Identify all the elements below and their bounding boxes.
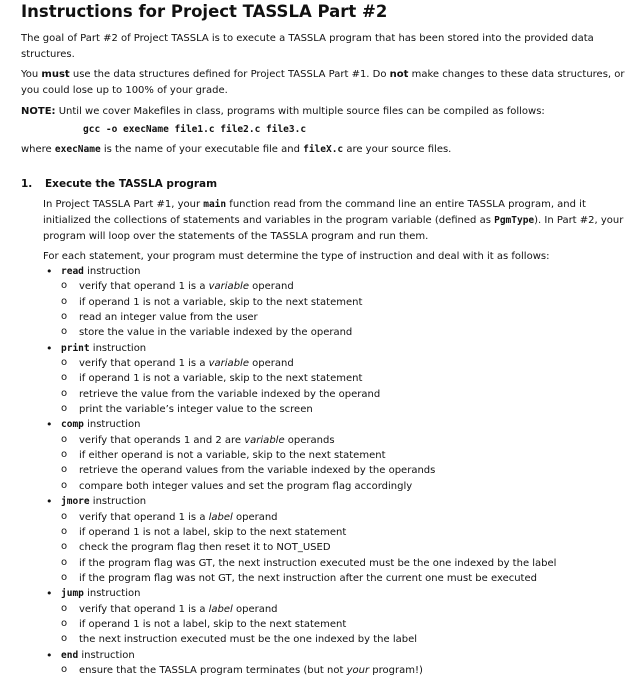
instruction-name: read [61, 266, 84, 277]
instruction-word: instruction [81, 649, 135, 661]
section-title: Execute the TASSLA program [45, 178, 218, 190]
emphasis-not: not [389, 69, 409, 80]
step-text: check the program flag then reset it to NOT_USED [79, 542, 331, 554]
step-emphasis: label [208, 511, 233, 523]
step-emphasis: your [346, 664, 370, 676]
instruction-step [43, 356, 633, 371]
intro-paragraph-must [21, 67, 627, 99]
code-filex: fileX.c [303, 144, 344, 155]
instruction-step [43, 279, 633, 294]
step-emphasis: variable [208, 281, 249, 293]
step-emphasis: variable [208, 358, 249, 370]
instruction-step [43, 540, 633, 555]
text-run: is the name of your executable file and [100, 144, 304, 155]
instruction-word: instruction [92, 496, 147, 508]
step-emphasis: variable [244, 434, 285, 446]
text-run: In Project TASSLA Part #1, your [43, 199, 204, 210]
step-text: if the program flag was not GT, the next instruction after the current one must be executed [79, 572, 537, 584]
step-text: if either operand is not a variable, skip to the next statement [79, 450, 386, 462]
step-text-tail: operand [232, 511, 278, 523]
instruction-item-print [43, 341, 633, 356]
instruction-step [43, 463, 633, 478]
instruction-name: jmore [61, 496, 90, 508]
instruction-step [43, 510, 633, 525]
step-text: if operand 1 is not a label, skip to the next statement [79, 618, 347, 630]
page-title: Instructions for Project TASSLA Part #2 [21, 2, 388, 21]
instruction-step [43, 433, 633, 448]
instruction-word: instruction [92, 342, 147, 354]
step-text-tail: operand [248, 358, 294, 370]
instruction-step [43, 571, 633, 586]
note-text: Until we cover Makefiles in class, programs with multiple source files can be compiled as follows: [55, 106, 545, 117]
instruction-step [43, 310, 633, 325]
intro-paragraph-goal [21, 31, 627, 63]
step-text: if operand 1 is not a variable, skip to the next statement [79, 373, 363, 385]
instruction-step [43, 479, 633, 494]
step-text: ensure that the TASSLA program terminates (but not [79, 664, 347, 676]
step-text: compare both integer values and set the program flag accordingly [79, 480, 413, 492]
note-paragraph [21, 104, 627, 120]
section-number: 1. [21, 178, 33, 190]
step-emphasis: label [208, 603, 233, 615]
text-run: where [21, 144, 55, 155]
instruction-word: instruction [87, 588, 141, 600]
step-text: if the program flag was GT, the next instruction executed must be the one indexed by the label [79, 557, 557, 569]
instruction-step [43, 325, 633, 340]
instruction-step [43, 617, 633, 632]
step-text: store the value in the variable indexed by the operand [79, 327, 353, 339]
intro-goal-text: The goal of Part #2 of Project TASSLA is to execute a TASSLA program that has been stored into the provided data structures. [21, 33, 594, 60]
instruction-step [43, 525, 633, 540]
instruction-word: instruction [87, 419, 141, 431]
instruction-step [43, 632, 633, 647]
step-text: if operand 1 is not a label, skip to the next statement [79, 526, 347, 538]
instruction-step [43, 371, 633, 386]
text-run: function read from the command line an entire TASSLA program, and it initialized the collections of statements and variables in the program variable (defined as [43, 199, 586, 226]
instruction-step [43, 602, 633, 617]
where-paragraph [21, 142, 627, 158]
section-heading [21, 178, 217, 190]
step-text: read an integer value from the user [79, 312, 258, 324]
instruction-name: print [61, 342, 90, 354]
step-text-tail: operands [284, 434, 335, 446]
instruction-step [43, 295, 633, 310]
section-paragraph-2: For each statement, your program must determine the type of instruction and deal with it as follows: [43, 251, 550, 262]
code-main: main [203, 199, 227, 210]
note-label: NOTE: [21, 106, 56, 117]
text-run: use the data structures defined for Project TASSLA Part #1. Do [69, 69, 390, 80]
code-execname: execName [54, 144, 101, 155]
step-text: retrieve the value from the variable indexed by the operand [79, 388, 381, 400]
instruction-item-comp [43, 417, 633, 432]
instruction-list [43, 264, 633, 678]
compile-command: gcc -o execName file1.c file2.c file3.c [83, 124, 307, 135]
instruction-step [43, 448, 633, 463]
step-text: verify that operand 1 is a [79, 511, 209, 523]
instruction-name: end [61, 649, 79, 661]
section-paragraph [43, 197, 631, 245]
instruction-word: instruction [87, 266, 141, 277]
instruction-step [43, 402, 633, 417]
instruction-item-end [43, 648, 633, 663]
step-text: the next instruction executed must be the one indexed by the label [79, 634, 418, 646]
instruction-item-jmore [43, 494, 633, 509]
step-text: verify that operand 1 is a [79, 281, 209, 293]
step-text: print the variable’s integer value to the screen [79, 404, 313, 416]
text-run: ). In Part #2, your program will loop over the statements of the TASSLA program and run them. [43, 215, 624, 242]
step-text-tail: operand [232, 603, 278, 615]
step-text: if operand 1 is not a variable, skip to the next statement [79, 296, 363, 308]
step-text: verify that operand 1 is a [79, 603, 209, 615]
step-text-tail: operand [248, 281, 294, 293]
instruction-step [43, 387, 633, 402]
text-run: make changes to these data structures, or you could lose up to 100% of your grade. [21, 69, 625, 96]
instruction-step [43, 556, 633, 571]
instruction-name: jump [61, 588, 84, 600]
code-pgmtype: PgmType [494, 215, 535, 226]
step-text-tail: program!) [369, 664, 423, 676]
emphasis-must: must [41, 69, 70, 80]
text-run: are your source files. [343, 144, 452, 155]
text-run: You [21, 69, 42, 80]
step-text: verify that operand 1 is a [79, 358, 209, 370]
instruction-item-jump [43, 586, 633, 601]
instruction-name: comp [61, 419, 84, 431]
instruction-step [43, 663, 633, 678]
instruction-item-read [43, 264, 633, 279]
step-text: retrieve the operand values from the variable indexed by the operands [79, 465, 436, 477]
step-text: verify that operands 1 and 2 are [79, 434, 245, 446]
